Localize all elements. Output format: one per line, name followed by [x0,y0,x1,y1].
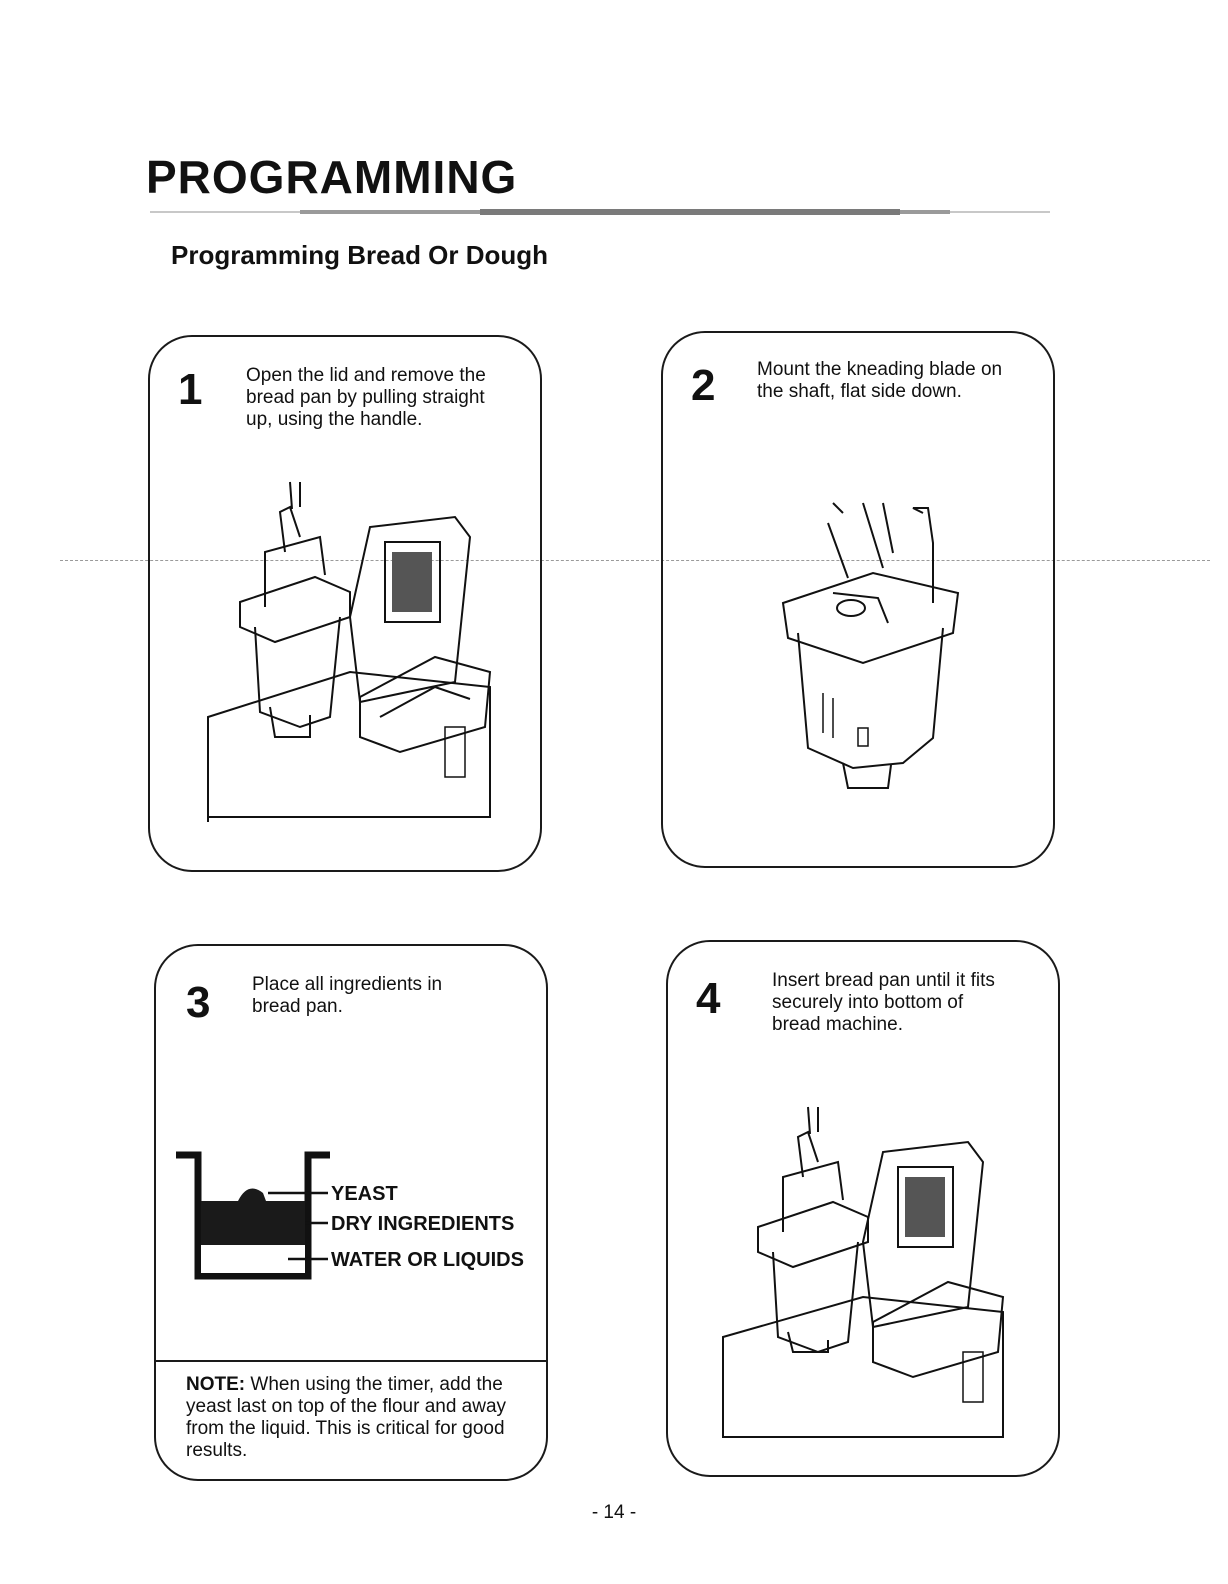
note-text: When using the timer, add the yeast last on top of the flour and away from the liquid. This is critical for good results. [186,1374,507,1461]
water-label: WATER OR LIQUIDS [331,1249,524,1271]
remove-bread-pan-illustration [200,467,500,827]
insert-bread-pan-illustration [718,1102,1018,1442]
yeast-label: YEAST [331,1183,398,1205]
step-4-panel [666,940,1060,1477]
step-2-panel [661,331,1055,868]
step-4-number: 4 [696,974,721,1023]
step-1-number: 1 [178,365,203,414]
dry-ingredients-label: DRY INGREDIENTS [331,1213,515,1235]
step-2-number: 2 [691,361,716,410]
step-3-number: 3 [186,978,211,1027]
step-1-panel [148,335,542,872]
page-number: - 14 - [591,1502,637,1523]
section-subtitle: Programming Bread Or Dough [171,240,549,270]
step-2-text: Mount the kneading blade on the shaft, flat side down. [757,359,1003,402]
step-4-text: Insert bread pan until it fits securely into bottom of bread machine. [772,970,995,1035]
step-3-text: Place all ingredients in bread pan. [252,974,443,1017]
mount-kneading-blade-illustration [773,483,973,803]
step-1-text: Open the lid and remove the bread pan by pulling straight up, using the handle. [246,365,486,430]
ingredients-layer-diagram [168,1141,543,1296]
step-3-panel [154,944,548,1481]
note-separator [156,1360,546,1362]
note-label: NOTE: [186,1374,246,1395]
title-rule [150,208,1050,216]
page-title: PROGRAMMING [146,151,518,203]
timer-note [186,1374,536,1462]
